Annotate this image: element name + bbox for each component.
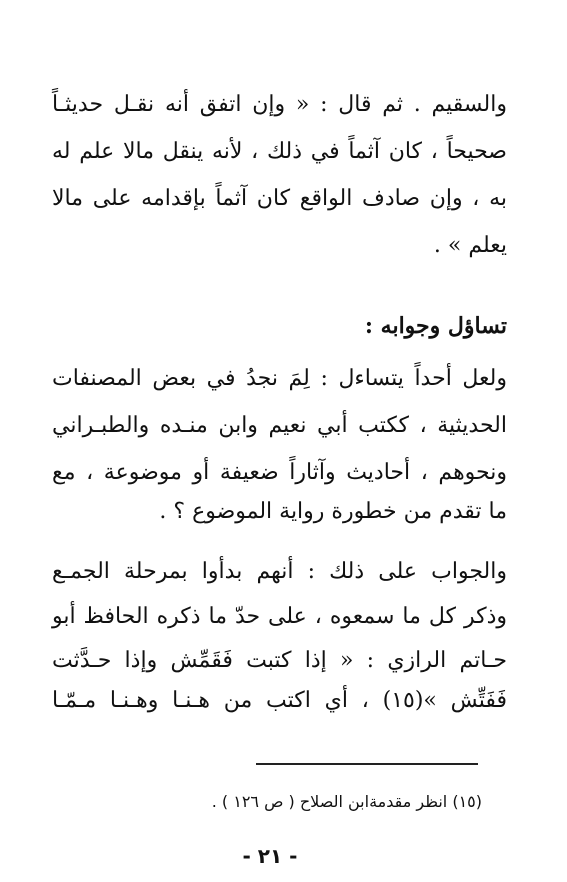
section-heading: تساؤل وجوابه : — [364, 313, 507, 339]
paragraph-1-line-2: صحيحاً ، كان آثماً في ذلك ، لأنه ينقل مالا علم له — [52, 139, 507, 164]
footnote-divider — [256, 763, 478, 765]
page-number: - ٢١ - — [242, 844, 298, 868]
footnote-15: (١٥) انظر مقدمةابن الصلاح ( ص ١٢٦ ) . — [211, 792, 482, 811]
paragraph-3-line-4: فَفَتِّش »(١٥) ، أي اكتب من هـنـا وهـنـا مـمّـا — [52, 688, 507, 713]
paragraph-2-line-3: ونحوهم ، أحاديث وآثاراً ضعيفة أو موضوعة ، مع — [52, 460, 507, 485]
paragraph-1-line-1: والسقيم . ثم قال : « وإن اتفق أنه نقـل حديثـاً — [52, 92, 507, 117]
paragraph-2-line-2: الحديثية ، ككتب أبي نعيم وابن منـده والطبـراني — [52, 413, 507, 438]
paragraph-3-line-2: وذكر كل ما سمعوه ، على حدّ ما ذكره الحافظ أبو — [52, 604, 507, 629]
paragraph-1-line-3: به ، وإن صادف الواقع كان آثماً بإقدامه على مالا — [52, 186, 507, 211]
paragraph-2-line-4: ما تقدم من خطورة رواية الموضوع ؟ . — [159, 499, 507, 524]
paragraph-2-line-1: ولعل أحداً يتساءل : لِمَ نجدُ في بعض المصنفات — [52, 366, 507, 391]
paragraph-3-line-3: حـاتم الرازي : « إذا كتبت فَقَمِّش وإذا حـدَّثت — [52, 648, 507, 673]
paragraph-1-line-4: يعلم » . — [433, 233, 507, 258]
paragraph-3-line-1: والجواب على ذلك : أنهم بدأوا بمرحلة الجمـع — [52, 559, 507, 584]
